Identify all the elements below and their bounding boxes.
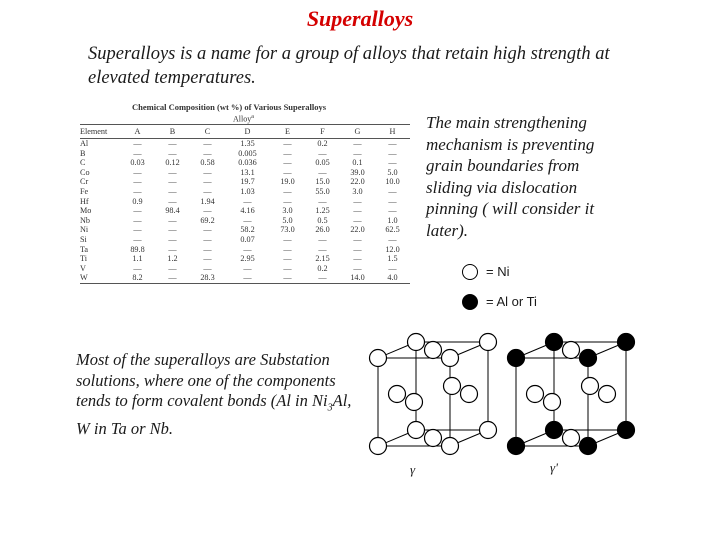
table-cell: — bbox=[168, 186, 177, 196]
table-cell: — bbox=[168, 234, 177, 244]
ni-atom bbox=[425, 430, 442, 447]
table-cell: — bbox=[305, 273, 340, 283]
table-cell: — bbox=[388, 186, 397, 196]
table-cell: — bbox=[203, 225, 212, 235]
ni-atom bbox=[599, 386, 616, 403]
table-cell: — bbox=[353, 254, 362, 264]
page-title: Superalloys bbox=[306, 6, 414, 31]
table-cell: 62.5 bbox=[385, 225, 400, 235]
ni-atom bbox=[442, 350, 459, 367]
table-cell: — bbox=[203, 167, 212, 177]
table-body bbox=[80, 139, 410, 284]
ni-atom bbox=[563, 430, 580, 447]
table-cell: — bbox=[388, 158, 397, 168]
table-cell: 0.036 bbox=[238, 158, 257, 168]
table-cell: 5.0 bbox=[282, 215, 293, 225]
table-cell: 0.2 bbox=[317, 263, 328, 273]
table-cell: 1.2 bbox=[167, 254, 178, 264]
table-cell: — bbox=[168, 215, 177, 225]
table-cell: 1.94 bbox=[200, 196, 215, 206]
table-row bbox=[80, 273, 410, 283]
table-row bbox=[80, 197, 410, 207]
table-cell: — bbox=[388, 206, 397, 216]
table-cell: 0.12 bbox=[165, 158, 180, 168]
table-cell: — bbox=[168, 139, 177, 148]
table-row bbox=[80, 225, 410, 235]
table-subheader-mark: a bbox=[251, 114, 254, 120]
table-cell: — bbox=[203, 148, 212, 158]
table-cell: Ni bbox=[80, 225, 89, 235]
table-cell: — bbox=[168, 263, 177, 273]
al-ti-atom bbox=[508, 350, 525, 367]
table-cell: — bbox=[353, 139, 362, 148]
ni-atom bbox=[461, 386, 478, 403]
table-row bbox=[80, 206, 410, 216]
legend-ni-label: = Ni bbox=[486, 264, 510, 279]
table-cell: — bbox=[353, 244, 362, 254]
table-cell: — bbox=[353, 215, 362, 225]
table-row bbox=[80, 254, 410, 264]
table-cell: Cr bbox=[80, 177, 89, 187]
table-cell: — bbox=[133, 139, 142, 148]
table-cell: B bbox=[80, 148, 86, 158]
table-cell: 5.0 bbox=[387, 167, 398, 177]
ni-atom bbox=[480, 422, 497, 439]
table-cell: — bbox=[133, 263, 142, 273]
table-cell: — bbox=[353, 196, 362, 206]
ni-atom bbox=[444, 378, 461, 395]
table-header-row bbox=[80, 125, 410, 139]
legend-al-ti-label: = Al or Ti bbox=[486, 294, 537, 309]
table-cell: 22.0 bbox=[350, 177, 365, 187]
table-cell: — bbox=[133, 234, 142, 244]
gamma-crystal-diagram bbox=[364, 328, 484, 458]
table-cell: — bbox=[168, 225, 177, 235]
ni-atom bbox=[527, 386, 544, 403]
table-row bbox=[80, 216, 410, 226]
table-cell: — bbox=[133, 225, 142, 235]
table-cell: Nb bbox=[80, 215, 91, 225]
table-cell: 69.2 bbox=[200, 215, 215, 225]
table-cell: 14.0 bbox=[340, 273, 375, 283]
table-cell: Al bbox=[80, 139, 89, 148]
open-circle-icon bbox=[462, 264, 478, 280]
ni-atom bbox=[425, 342, 442, 359]
table-cell: 2.95 bbox=[240, 254, 255, 264]
table-cell: — bbox=[353, 206, 362, 216]
gamma-prime-crystal-diagram bbox=[502, 328, 622, 458]
filled-circle-icon bbox=[462, 294, 478, 310]
ni-atom bbox=[408, 422, 425, 439]
table-subheader-label: Alloy bbox=[233, 114, 252, 124]
al-ti-atom bbox=[546, 334, 563, 351]
table-cell: — bbox=[353, 263, 362, 273]
al-ti-atom bbox=[508, 438, 525, 455]
table-row bbox=[80, 158, 410, 168]
table-cell: Ti bbox=[80, 254, 87, 264]
table-cell: 58.2 bbox=[240, 225, 255, 235]
table-cell: — bbox=[283, 234, 292, 244]
al-ti-atom bbox=[618, 422, 635, 439]
mechanism-paragraph: The main strengthening mechanism is preventing grain boundaries from sliding via dislocation pinning ( will consider it later). bbox=[426, 113, 595, 240]
intro-paragraph: Superalloys is a name for a group of alloys that retain high strength at elevated temperatures. bbox=[88, 44, 610, 88]
table-cell: 0.05 bbox=[315, 158, 330, 168]
table-cell: 15.0 bbox=[315, 177, 330, 187]
table-cell: — bbox=[353, 234, 362, 244]
table-cell: 2.15 bbox=[315, 254, 330, 264]
table-row bbox=[80, 177, 410, 187]
gamma-label: γ bbox=[410, 462, 416, 477]
table-cell: — bbox=[203, 244, 212, 254]
table-cell: W bbox=[80, 273, 120, 283]
table-cell: — bbox=[168, 167, 177, 177]
bottom-text-sub: 3 bbox=[327, 402, 333, 414]
table-cell: 55.0 bbox=[315, 186, 330, 196]
table-cell: 1.03 bbox=[240, 186, 255, 196]
table-cell: 26.0 bbox=[315, 225, 330, 235]
table-cell: — bbox=[283, 139, 292, 148]
table-cell: — bbox=[283, 254, 292, 264]
table-cell: 3.0 bbox=[282, 206, 293, 216]
composition-table bbox=[80, 124, 410, 284]
table-cell: — bbox=[318, 244, 327, 254]
table-header-cell: C bbox=[190, 125, 225, 139]
ni-atom bbox=[389, 386, 406, 403]
table-cell: — bbox=[243, 215, 252, 225]
table-cell: — bbox=[168, 196, 177, 206]
table-cell: — bbox=[203, 139, 212, 148]
table-cell: Si bbox=[80, 234, 87, 244]
table-cell: — bbox=[243, 196, 252, 206]
ni-atom bbox=[370, 438, 387, 455]
table-row bbox=[80, 168, 410, 178]
table-header-cell: D bbox=[225, 125, 270, 139]
table-cell: — bbox=[283, 196, 292, 206]
table-cell: V bbox=[80, 263, 86, 273]
bottom-paragraph bbox=[76, 350, 366, 439]
table-cell: 28.3 bbox=[190, 273, 225, 283]
table-cell: 1.5 bbox=[387, 254, 398, 264]
table-cell: — bbox=[283, 244, 292, 254]
table-cell: — bbox=[318, 234, 327, 244]
table-cell: — bbox=[283, 148, 292, 158]
table-cell: — bbox=[318, 148, 327, 158]
table-cell: — bbox=[388, 234, 397, 244]
ni-atom bbox=[563, 342, 580, 359]
table-cell: 98.4 bbox=[165, 206, 180, 216]
table-cell: — bbox=[168, 177, 177, 187]
table-cell: 1.25 bbox=[315, 206, 330, 216]
table-cell: — bbox=[133, 206, 142, 216]
bottom-text-part2: Al, W in Ta or Nb. bbox=[76, 391, 352, 438]
table-cell: — bbox=[388, 148, 397, 158]
table-cell: — bbox=[203, 263, 212, 273]
table-subheader bbox=[233, 114, 254, 124]
table-cell: — bbox=[225, 273, 270, 283]
table-cell: — bbox=[318, 196, 327, 206]
table-cell: — bbox=[243, 244, 252, 254]
table-row bbox=[80, 245, 410, 255]
table-header-cell: B bbox=[155, 125, 190, 139]
table-cell: — bbox=[168, 244, 177, 254]
table-cell: 89.8 bbox=[130, 244, 145, 254]
ni-atom bbox=[582, 378, 599, 395]
ni-atom bbox=[370, 350, 387, 367]
table-cell: 4.0 bbox=[375, 273, 410, 283]
table-header-cell: E bbox=[270, 125, 305, 139]
table-cell: — bbox=[388, 139, 397, 148]
table-cell: 22.0 bbox=[350, 225, 365, 235]
table-cell: 0.9 bbox=[132, 196, 143, 206]
table-cell: 1.0 bbox=[387, 215, 398, 225]
table-cell: 0.58 bbox=[200, 158, 215, 168]
table-row bbox=[80, 235, 410, 245]
table-cell: — bbox=[283, 263, 292, 273]
table-cell: 0.03 bbox=[130, 158, 145, 168]
table-cell: 4.16 bbox=[240, 206, 255, 216]
table-header-cell: G bbox=[340, 125, 375, 139]
table-cell: 1.1 bbox=[132, 254, 143, 264]
table-cell: — bbox=[203, 186, 212, 196]
table-cell: 0.2 bbox=[317, 139, 328, 148]
table-cell: 12.0 bbox=[385, 244, 400, 254]
table-cell: 10.0 bbox=[385, 177, 400, 187]
table-cell: 19.7 bbox=[240, 177, 255, 187]
table-cell: Hf bbox=[80, 196, 89, 206]
table-row bbox=[80, 149, 410, 159]
table-cell: 39.0 bbox=[350, 167, 365, 177]
table-cell: — bbox=[270, 273, 305, 283]
table-row bbox=[80, 264, 410, 274]
table-cell: — bbox=[283, 186, 292, 196]
table-cell: 0.07 bbox=[240, 234, 255, 244]
table-header-cell: H bbox=[375, 125, 410, 139]
table-cell: — bbox=[133, 215, 142, 225]
table-cell: — bbox=[243, 263, 252, 273]
table-cell: — bbox=[283, 158, 292, 168]
al-ti-atom bbox=[618, 334, 635, 351]
ni-atom bbox=[442, 438, 459, 455]
al-ti-atom bbox=[580, 350, 597, 367]
al-ti-atom bbox=[546, 422, 563, 439]
table-cell: C bbox=[80, 158, 86, 168]
ni-atom bbox=[406, 394, 423, 411]
table-cell: — bbox=[388, 196, 397, 206]
table-header-cell: A bbox=[120, 125, 155, 139]
bottom-text-part1: Most of the superalloys are Substation solutions, where one of the components tends to form covalent bonds (Al in Ni bbox=[76, 350, 336, 410]
ni-atom bbox=[480, 334, 497, 351]
table-cell: — bbox=[353, 148, 362, 158]
table-cell: — bbox=[203, 206, 212, 216]
table-cell: 73.0 bbox=[280, 225, 295, 235]
table-header-cell: Element bbox=[80, 125, 120, 139]
table-cell: Ta bbox=[80, 244, 89, 254]
table-cell: — bbox=[203, 234, 212, 244]
table-row bbox=[80, 187, 410, 197]
table-cell: Co bbox=[80, 167, 90, 177]
table-cell: Fe bbox=[80, 186, 89, 196]
table-cell: — bbox=[155, 273, 190, 283]
al-ti-atom bbox=[580, 438, 597, 455]
table-cell: — bbox=[203, 177, 212, 187]
table-cell: — bbox=[318, 167, 327, 177]
table-cell: 0.005 bbox=[238, 148, 257, 158]
table-cell: — bbox=[133, 177, 142, 187]
table-header-cell: F bbox=[305, 125, 340, 139]
table-cell: — bbox=[133, 148, 142, 158]
table-title: Chemical Composition (wt %) of Various Superalloys bbox=[132, 102, 327, 112]
table-row bbox=[80, 139, 410, 149]
ni-atom bbox=[408, 334, 425, 351]
table-cell: — bbox=[133, 167, 142, 177]
ni-atom bbox=[544, 394, 561, 411]
table-cell: 8.2 bbox=[120, 273, 155, 283]
table-cell: — bbox=[388, 263, 397, 273]
table-cell: — bbox=[168, 148, 177, 158]
table-cell: Mo bbox=[80, 206, 92, 216]
gamma-prime-label: γ' bbox=[550, 460, 558, 475]
table-cell: 0.5 bbox=[317, 215, 328, 225]
table-cell: 3.0 bbox=[352, 186, 363, 196]
table-cell: 19.0 bbox=[280, 177, 295, 187]
table-cell: 13.1 bbox=[240, 167, 255, 177]
table-cell: — bbox=[133, 186, 142, 196]
table-cell: 1.35 bbox=[240, 139, 255, 148]
table-cell: — bbox=[283, 167, 292, 177]
table-cell: 0.1 bbox=[352, 158, 363, 168]
table-cell: — bbox=[203, 254, 212, 264]
